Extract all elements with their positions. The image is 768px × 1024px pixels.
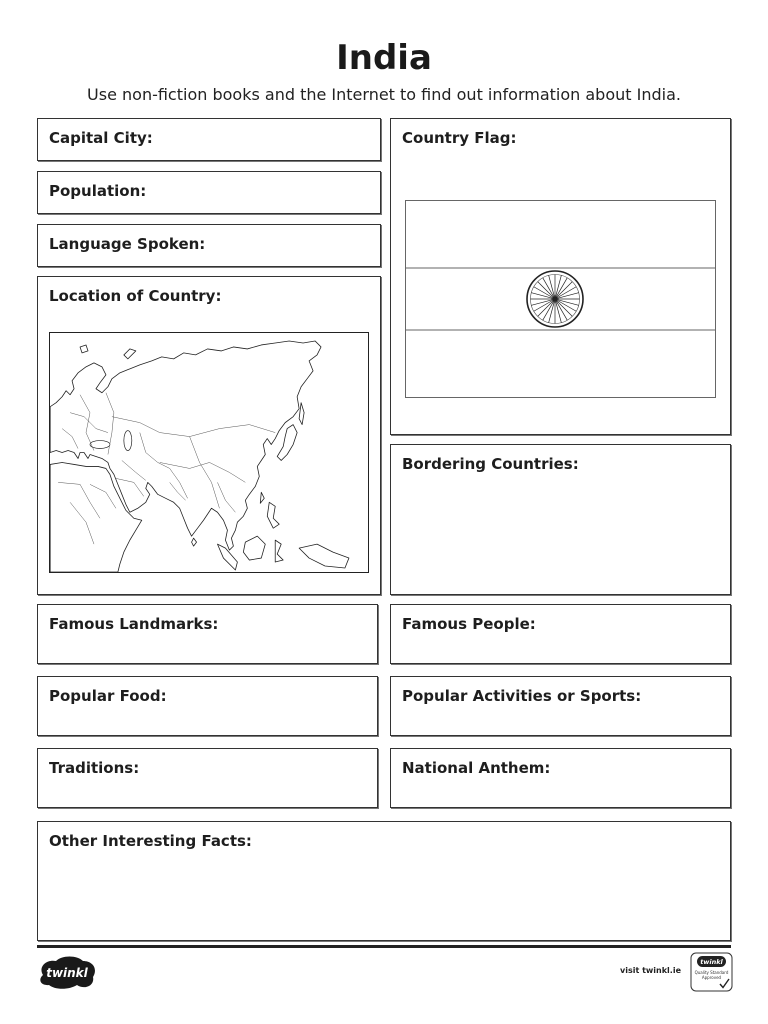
popular-activities-label: Popular Activities or Sports: [402,687,642,705]
traditions-label: Traditions: [49,759,140,777]
capital-city-box [37,118,381,161]
population-box [37,171,381,214]
twinkl-logo [37,955,97,989]
traditions-box [37,748,378,808]
population-label: Population: [49,182,147,200]
ashoka-chakra-icon [527,271,583,327]
taiwan-island [260,492,264,503]
bordering-countries-label: Bordering Countries: [402,455,579,473]
borneo-island [243,536,265,560]
famous-landmarks-label: Famous Landmarks: [49,615,219,633]
asia-outline-map [49,332,369,573]
sulawesi-island [275,540,283,562]
sakhalin-island [299,403,304,425]
popular-food-box [37,676,378,736]
new-guinea-island [299,544,349,568]
page-title: India [336,38,432,78]
chakra-hub [552,296,558,302]
caspian-sea [124,431,132,451]
sumatra-island [217,544,237,570]
flag-drawing [405,200,716,398]
novaya-zemlya-island [124,349,136,359]
country-flag-label: Country Flag: [402,129,517,147]
svalbard-island [80,345,88,353]
quality-standard-badge [690,952,733,992]
language-spoken-label: Language Spoken: [49,235,206,253]
national-anthem-box [390,748,731,808]
popular-activities-box [390,676,731,736]
twinkl-logo-icon [37,955,97,989]
japan-islands [277,425,297,461]
philippines-islands [267,502,279,528]
national-anthem-label: National Anthem: [402,759,551,777]
twinkl-logo-text: twinkl [46,966,88,980]
other-interesting-facts-box [37,821,731,941]
landmasses [50,341,349,572]
famous-people-label: Famous People: [402,615,536,633]
capital-city-label: Capital City: [49,129,153,147]
sri-lanka-island [192,538,197,546]
india-flag-outline [405,200,716,398]
language-spoken-box [37,224,381,267]
famous-landmarks-box [37,604,378,664]
black-sea [90,441,110,449]
country-flag-box [390,118,731,435]
location-of-country-label: Location of Country: [49,287,222,305]
badge-line2-text: Approved [701,975,722,980]
popular-food-label: Popular Food: [49,687,167,705]
footer-divider [37,945,731,948]
quality-badge-icon [690,952,733,992]
instructions-text: Use non-fiction books and the Internet to find out information about India. [87,85,681,104]
map-drawing [50,333,368,572]
badge-line1-text: Quality Standard [694,970,729,975]
other-interesting-facts-label: Other Interesting Facts: [49,832,252,850]
bordering-countries-box [390,444,731,595]
location-of-country-box [37,276,381,595]
badge-brand-text: twinkl [700,958,723,967]
famous-people-box [390,604,731,664]
visit-website-text: visit twinkl.ie [620,966,681,975]
